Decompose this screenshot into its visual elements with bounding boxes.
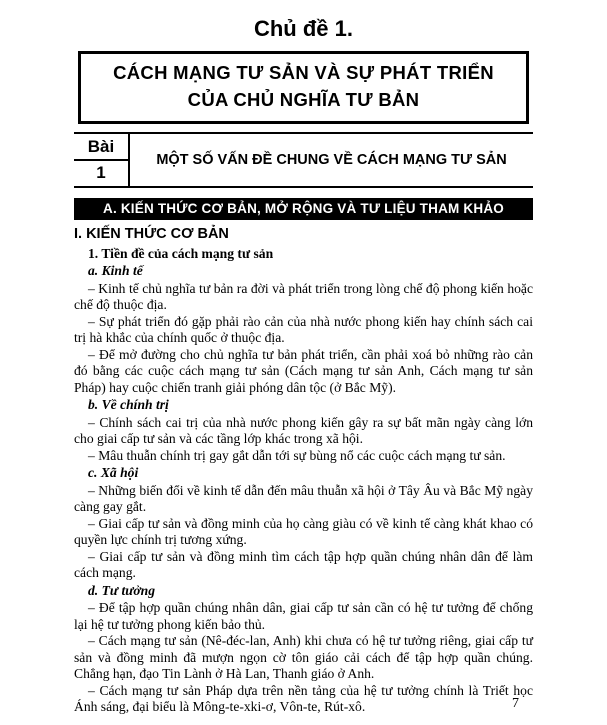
lesson-cell — [74, 134, 130, 186]
paragraph: – Kinh tế chủ nghĩa tư bản ra đời và phát triển trong lòng chế độ phong kiến hoặc chế độ thuộc địa. — [74, 280, 533, 312]
body-content — [74, 226, 533, 716]
heading-kien-thuc-co-ban: I. KIẾN THỨC CƠ BẢN — [74, 226, 229, 242]
lesson-label: Bài — [74, 134, 128, 161]
paragraph: – Sự phát triển đó gặp phải rào cản của nhà nước phong kiến hay chính sách cai trị hà khắc của chính quốc ở thuộc địa. — [74, 313, 533, 345]
heading-tien-de: 1. Tiền đề của cách mạng tư sản — [88, 245, 274, 261]
lesson-title: MỘT SỐ VẤN ĐỀ CHUNG VỀ CÁCH MẠNG TƯ SẢN — [156, 152, 507, 168]
paragraph: – Những biến đổi về kinh tế dẫn đến mâu thuẫn xã hội ở Tây Âu và Bắc Mỹ ngày càng gay gắt. — [74, 482, 533, 514]
section-banner: A. KIẾN THỨC CƠ BẢN, MỞ RỘNG VÀ TƯ LIỆU THAM KHẢO — [74, 198, 533, 220]
paragraph: – Để tập hợp quần chúng nhân dân, giai cấp tư sản cần có hệ tư tưởng để chống lại hệ tư tưởng phong kiến bảo thủ. — [74, 600, 533, 632]
paragraph: – Cách mạng tư sản Pháp dựa trên nền tảng của hệ tư tưởng chính là Triết học Ánh sáng, đại biểu là Mông-te-xki-ơ, Vôn-te, Rút-xô. — [74, 682, 533, 714]
paragraph: – Mâu thuẫn chính trị gay gắt dẫn tới sự bùng nổ các cuộc cách mạng tư sản. — [88, 447, 506, 463]
paragraph: – Giai cấp tư sản và đồng minh tìm cách tập hợp quần chúng nhân dân để làm cách mạng. — [74, 548, 533, 580]
heading-xa-hoi: c. Xã hội — [88, 465, 139, 480]
chapter-title-line2: CỦA CHỦ NGHĨA TƯ BẢN — [187, 89, 420, 110]
heading-chinh-tri: b. Về chính trị — [88, 397, 169, 412]
paragraph: – Cách mạng tư sản (Nê-đéc-lan, Anh) khi chưa có hệ tư tưởng riêng, giai cấp tư sản và đồng minh đã mượn ngọn cờ tôn giáo cải cách để tập hợp quần chúng. Chẳng hạn, đạo Tin Lành ở Hà Lan, Thanh giáo ở Anh. — [74, 633, 533, 681]
lesson-number: 1 — [96, 163, 106, 182]
chapter-title-line1: CÁCH MẠNG TƯ SẢN VÀ SỰ PHÁT TRIỂN — [113, 62, 494, 83]
topic-label: Chủ đề 1. — [253, 16, 353, 41]
heading-tu-tuong: d. Tư tưởng — [88, 582, 156, 598]
heading-kinh-te: a. Kinh tế — [88, 263, 143, 278]
paragraph: – Giai cấp tư sản và đồng minh của họ càng giàu có về kinh tế càng khát khao có quyền lực chính trị tương xứng. — [74, 515, 533, 547]
paragraph: – Để mở đường cho chủ nghĩa tư bản phát triển, cần phải xoá bỏ những rào cản đó bằng các cuộc cách mạng tư sản (Cách mạng tư sản Anh, Cách mạng tư sản Pháp) hay cuộc chiến tranh giải phóng dân tộc (ở Bắc Mỹ). — [74, 346, 533, 395]
lesson-header — [74, 132, 533, 188]
paragraph: – Chính sách cai trị của nhà nước phong kiến gây ra sự bất mãn ngày càng lớn cho giai cấp tư sản và các tầng lớp khác trong xã hội. — [74, 414, 533, 446]
page-number: 7 — [512, 696, 519, 711]
chapter-title-box — [78, 51, 529, 124]
